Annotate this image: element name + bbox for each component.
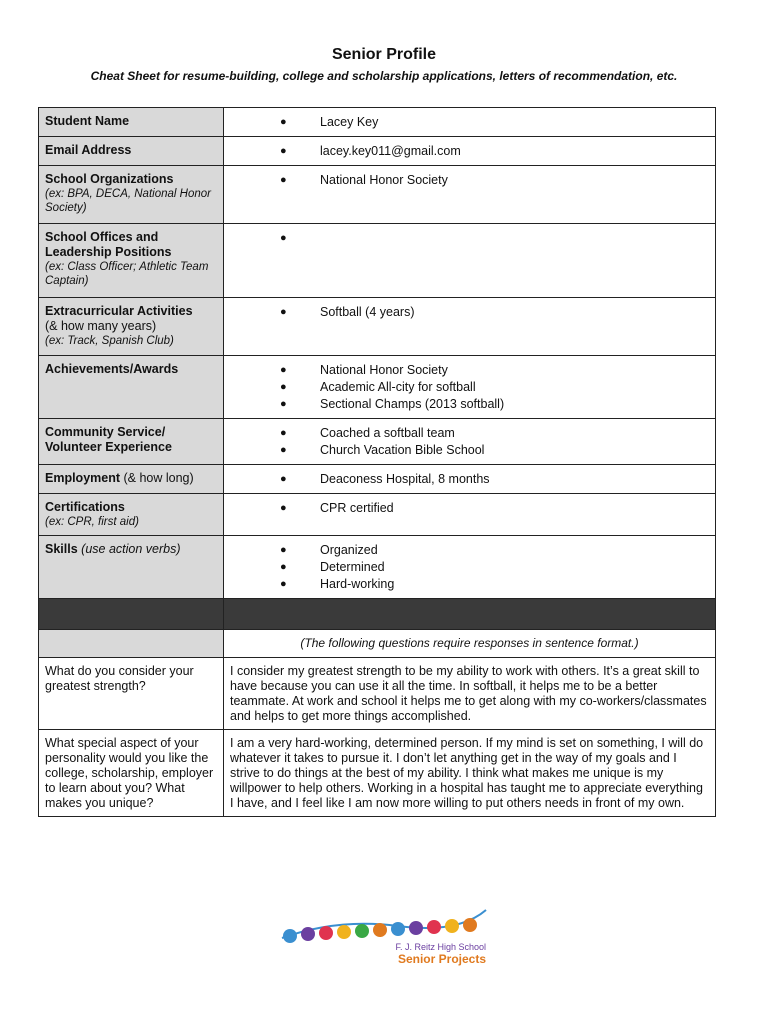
table-row xyxy=(39,137,716,166)
logo-title: Senior Projects xyxy=(397,952,486,966)
list-item: ● Deaconess Hospital, 8 months xyxy=(280,472,490,486)
awards-label: Achievements/Awards xyxy=(39,356,224,419)
email-value xyxy=(224,137,716,166)
student-name-value xyxy=(224,108,716,137)
page-title: Senior Profile xyxy=(331,46,437,63)
logo-bead-icon xyxy=(301,927,315,941)
bullet-icon: ● xyxy=(280,398,287,410)
bullet-icon: ● xyxy=(280,561,287,573)
bullet-icon: ● xyxy=(280,116,287,128)
question-greatest-strength: What do you consider your greatest strength? xyxy=(39,658,224,730)
bullet-icon: ● xyxy=(280,473,287,485)
logo-bead-icon xyxy=(319,926,333,940)
skills-value xyxy=(224,536,716,599)
employment-label: Employment (& how long) xyxy=(39,465,224,494)
community-label: Community Service/ Volunteer Experience xyxy=(39,419,224,465)
table-row xyxy=(39,224,716,298)
list-item: ● National Honor Society xyxy=(280,173,448,187)
answer-unique-aspect: I am a very hard-working, determined person. If my mind is set on something, I will do whatever it takes to pursue it. I don’t let anything get in the way of my goals and I strive to do things at the best of my ability. I think what makes me unique is my willpower to help others. Working in a hospital has taught me to appreciate everything I have, and I feel like I am now more willing to put others needs in front of my own. xyxy=(224,730,716,817)
table-row xyxy=(39,536,716,599)
logo-bead-icon xyxy=(391,922,405,936)
list-item: ● Academic All-city for softball xyxy=(280,380,476,394)
table-row xyxy=(39,730,716,817)
extracurricular-label: Extracurricular Activities (& how many years) (ex: Track, Spanish Club) xyxy=(39,298,224,356)
sentence-format-note: (The following questions require responses in sentence format.) xyxy=(224,630,716,658)
bullet-icon: ● xyxy=(280,232,287,244)
logo-bead-icon xyxy=(409,921,423,935)
extracurricular-value xyxy=(224,298,716,356)
table-row xyxy=(39,356,716,419)
divider-cell-right xyxy=(224,599,716,630)
senior-projects-logo xyxy=(278,904,490,970)
bullet-icon: ● xyxy=(280,444,287,456)
certifications-value xyxy=(224,494,716,536)
bullet-icon: ● xyxy=(280,544,287,556)
logo-bead-icon xyxy=(463,918,477,932)
employment-value xyxy=(224,465,716,494)
table-row xyxy=(39,108,716,137)
logo-bead-icon xyxy=(427,920,441,934)
section-divider-row xyxy=(39,599,716,630)
bullet-icon: ● xyxy=(280,364,287,376)
table-row xyxy=(39,465,716,494)
community-value xyxy=(224,419,716,465)
list-item: ● Hard-working xyxy=(280,577,395,591)
table-row xyxy=(39,298,716,356)
table-row xyxy=(39,166,716,224)
logo-bead-icon xyxy=(373,923,387,937)
bullet-icon: ● xyxy=(280,306,287,318)
list-item: ● National Honor Society xyxy=(280,363,448,377)
note-label-blank xyxy=(39,630,224,658)
bullet-icon: ● xyxy=(280,174,287,186)
bullet-icon: ● xyxy=(280,578,287,590)
bullet-icon: ● xyxy=(280,145,287,157)
logo-school-name: F. J. Reitz High School xyxy=(395,942,486,952)
certifications-label: Certifications (ex: CPR, first aid) xyxy=(39,494,224,536)
offices-value xyxy=(224,224,716,298)
page-subtitle: Cheat Sheet for resume-building, college and scholarship applications, letters of recommendation, etc. xyxy=(90,69,678,83)
answer-greatest-strength: I consider my greatest strength to be my ability to work with others. It’s a great skill to have because you can use it all the time. In softball, it helps me to be a better teammate. At work and school it helps me to get along with my co-workers/classmates and helps to get more things accomplished. xyxy=(224,658,716,730)
list-item: ● Sectional Champs (2013 softball) xyxy=(280,397,505,411)
logo-bead-icon xyxy=(355,924,369,938)
list-item: ● lacey.key011@gmail.com xyxy=(280,144,461,158)
table-row xyxy=(39,494,716,536)
organizations-label: School Organizations (ex: BPA, DECA, National Honor Society) xyxy=(39,166,224,224)
logo-bead-icon xyxy=(283,929,297,943)
logo-bead-icon xyxy=(445,919,459,933)
bullet-icon: ● xyxy=(280,502,287,514)
awards-value xyxy=(224,356,716,419)
list-item: ● Organized xyxy=(280,543,378,557)
email-label: Email Address xyxy=(39,137,224,166)
profile-table xyxy=(38,107,716,817)
list-item: ● CPR certified xyxy=(280,501,394,515)
student-name-label: Student Name xyxy=(39,108,224,137)
offices-label: School Offices and Leadership Positions (ex: Class Officer; Athletic Team Captain) xyxy=(39,224,224,298)
logo-bead-icon xyxy=(337,925,351,939)
skills-label: Skills (use action verbs) xyxy=(39,536,224,599)
list-item: ● Lacey Key xyxy=(280,115,379,129)
bullet-icon: ● xyxy=(280,427,287,439)
divider-cell-left xyxy=(39,599,224,630)
table-row xyxy=(39,630,716,658)
question-unique-aspect: What special aspect of your personality would you like the college, scholarship, employer to learn about you? What makes you unique? xyxy=(39,730,224,817)
list-item: ● Determined xyxy=(280,560,385,574)
organizations-value xyxy=(224,166,716,224)
list-item: ● Church Vacation Bible School xyxy=(280,443,485,457)
list-item: ● Coached a softball team xyxy=(280,426,455,440)
table-row xyxy=(39,658,716,730)
list-item: ● Softball (4 years) xyxy=(280,305,415,319)
table-row xyxy=(39,419,716,465)
bullet-icon: ● xyxy=(280,381,287,393)
